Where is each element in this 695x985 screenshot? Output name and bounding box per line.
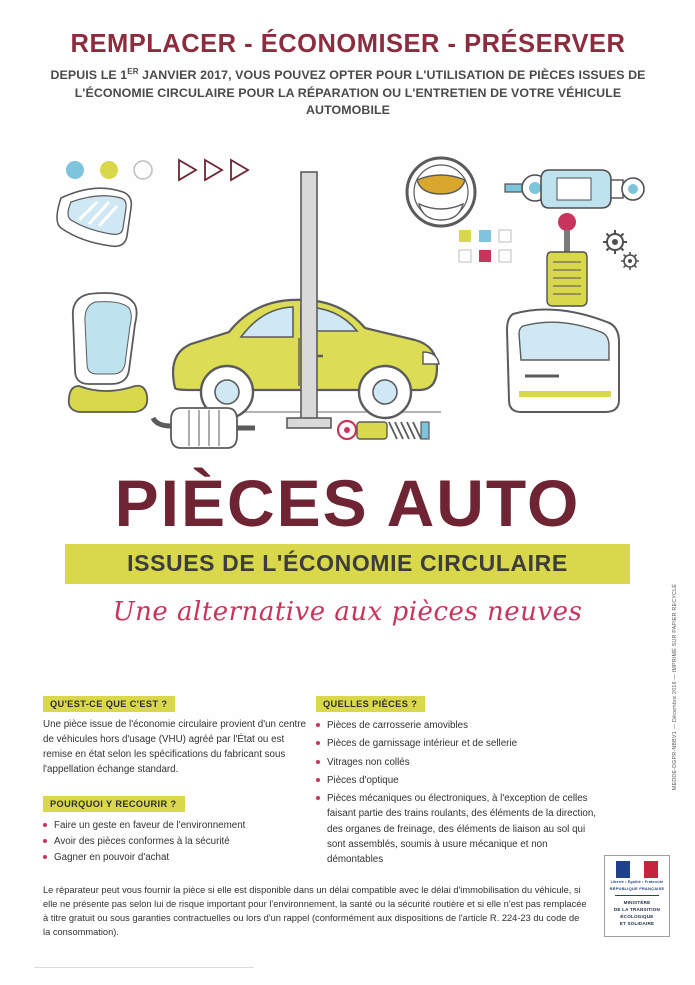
suspension-spring-icon [338,421,429,439]
header-subtitle [48,66,648,120]
left-column [43,694,308,866]
section-why [43,794,308,866]
dots-decoration [66,160,248,180]
right-column [316,694,603,871]
logo-ministry-line4: ET SOLIDAIRE [619,920,655,926]
section-why-list [43,818,308,866]
header-subtitle-line1-b: JANVIER 2017, VOUS POUVEZ OPTER POUR L'UTILISATION DE PIÈCES ISSUES DE [138,68,646,83]
footnote: Le réparateur peut vous fournir la pièce si elle est disponible dans un délai compatible avec le délai d'immobilisation du véhicule, si elle ne présente pas selon lui de risque important pour l'environnement, la santé ou la sécurité routière et si elle n'est pas remplacée à titre gratuit ou sous garanties contractuelles ou lors d'un rappel (conformément aux dispositions de l'article R. 224-23 du code de la consommation). [43,885,587,937]
french-flag-icon [616,861,658,878]
list-item: Gagner en pouvoir d'achat [43,850,308,865]
hero-title-block [0,466,695,627]
section-why-tag: POURQUOI Y RECOURIR ? [43,796,185,812]
list-item: Avoir des pièces conformes à la sécurité [43,834,308,849]
header-subtitle-line1-a: DEPUIS LE 1 [50,68,128,83]
logo-divider [615,895,659,896]
gear-icon-small [621,252,639,270]
logo-ministry-line3: ÉCOLOGIQUE [620,913,654,919]
page-title: PIÈCES AUTO [114,466,581,540]
list-item: Pièces mécaniques ou électroniques, à l'exception de celles faisant partie des trains roulants, des éléments de la direction, des organes de freinage, des éléments de liaison au sol qui sont assemblés, soumis à usure mécanique et non démontables [316,791,603,867]
pixel-squares-decoration [459,230,511,262]
header [48,30,648,120]
gear-icon [603,230,627,254]
axle-assembly-icon [505,170,644,208]
section-which-tag: QUELLES PIÈCES ? [316,696,425,712]
section-which-parts [316,694,603,868]
list-item: Faire un geste en faveur de l'environnement [43,818,308,833]
logo-ministry [605,900,669,928]
list-item: Vitrages non collés [316,755,603,770]
scan-artifact-line [34,967,254,968]
logo-ministry-line1: MINISTÈRE [623,900,651,906]
hero-script-tagline: Une alternative aux pièces neuves [112,597,583,627]
list-item: Pièces d'optique [316,773,603,788]
section-what-tag: QU'EST-CE QUE C'EST ? [43,696,175,712]
logo-motto: Liberté • Égalité • Fraternité [610,880,664,884]
illustration [55,126,645,456]
side-mirror-icon [57,188,131,246]
section-which-list [316,718,603,868]
gear-shifter-icon [547,213,587,306]
section-what-is-it [43,694,308,778]
side-reference-code: MEDDE-DGPR-NBBV1 — Décembre 2016 — IMPRIMÉ SUR PAPIER RECYCLÉ [672,583,678,790]
ministry-logo [604,855,670,937]
car-door-icon [507,310,619,413]
header-subtitle-line2: L'ÉCONOMIE CIRCULAIRE POUR LA RÉPARATION OU L'ENTRETIEN DE VOTRE VÉHICULE AUTOMOBILE [74,85,622,118]
logo-republic: RÉPUBLIQUE FRANÇAISE [609,886,665,892]
header-subtitle-ordinal: ER [127,67,139,76]
section-what-text: Une pièce issue de l'économie circulaire provient d'un centre de véhicules hors d'usage (VHU) agréé par l'État ou est remise en état selon les spécifications du fabricant sous l'appellation échange standard. [43,719,306,775]
list-item: Pièces de carrosserie amovibles [316,718,603,733]
car-seat-icon [69,293,148,412]
hero-subtitle-band [65,544,630,584]
header-title: REMPLACER - ÉCONOMISER - PRÉSERVER [70,30,626,58]
hero-subtitle: ISSUES DE L'ÉCONOMIE CIRCULAIRE [127,550,568,576]
logo-ministry-line2: DE LA TRANSITION [613,907,661,913]
steering-wheel-icon [407,158,475,226]
list-item: Pièces de garnissage intérieur et de sellerie [316,736,603,751]
